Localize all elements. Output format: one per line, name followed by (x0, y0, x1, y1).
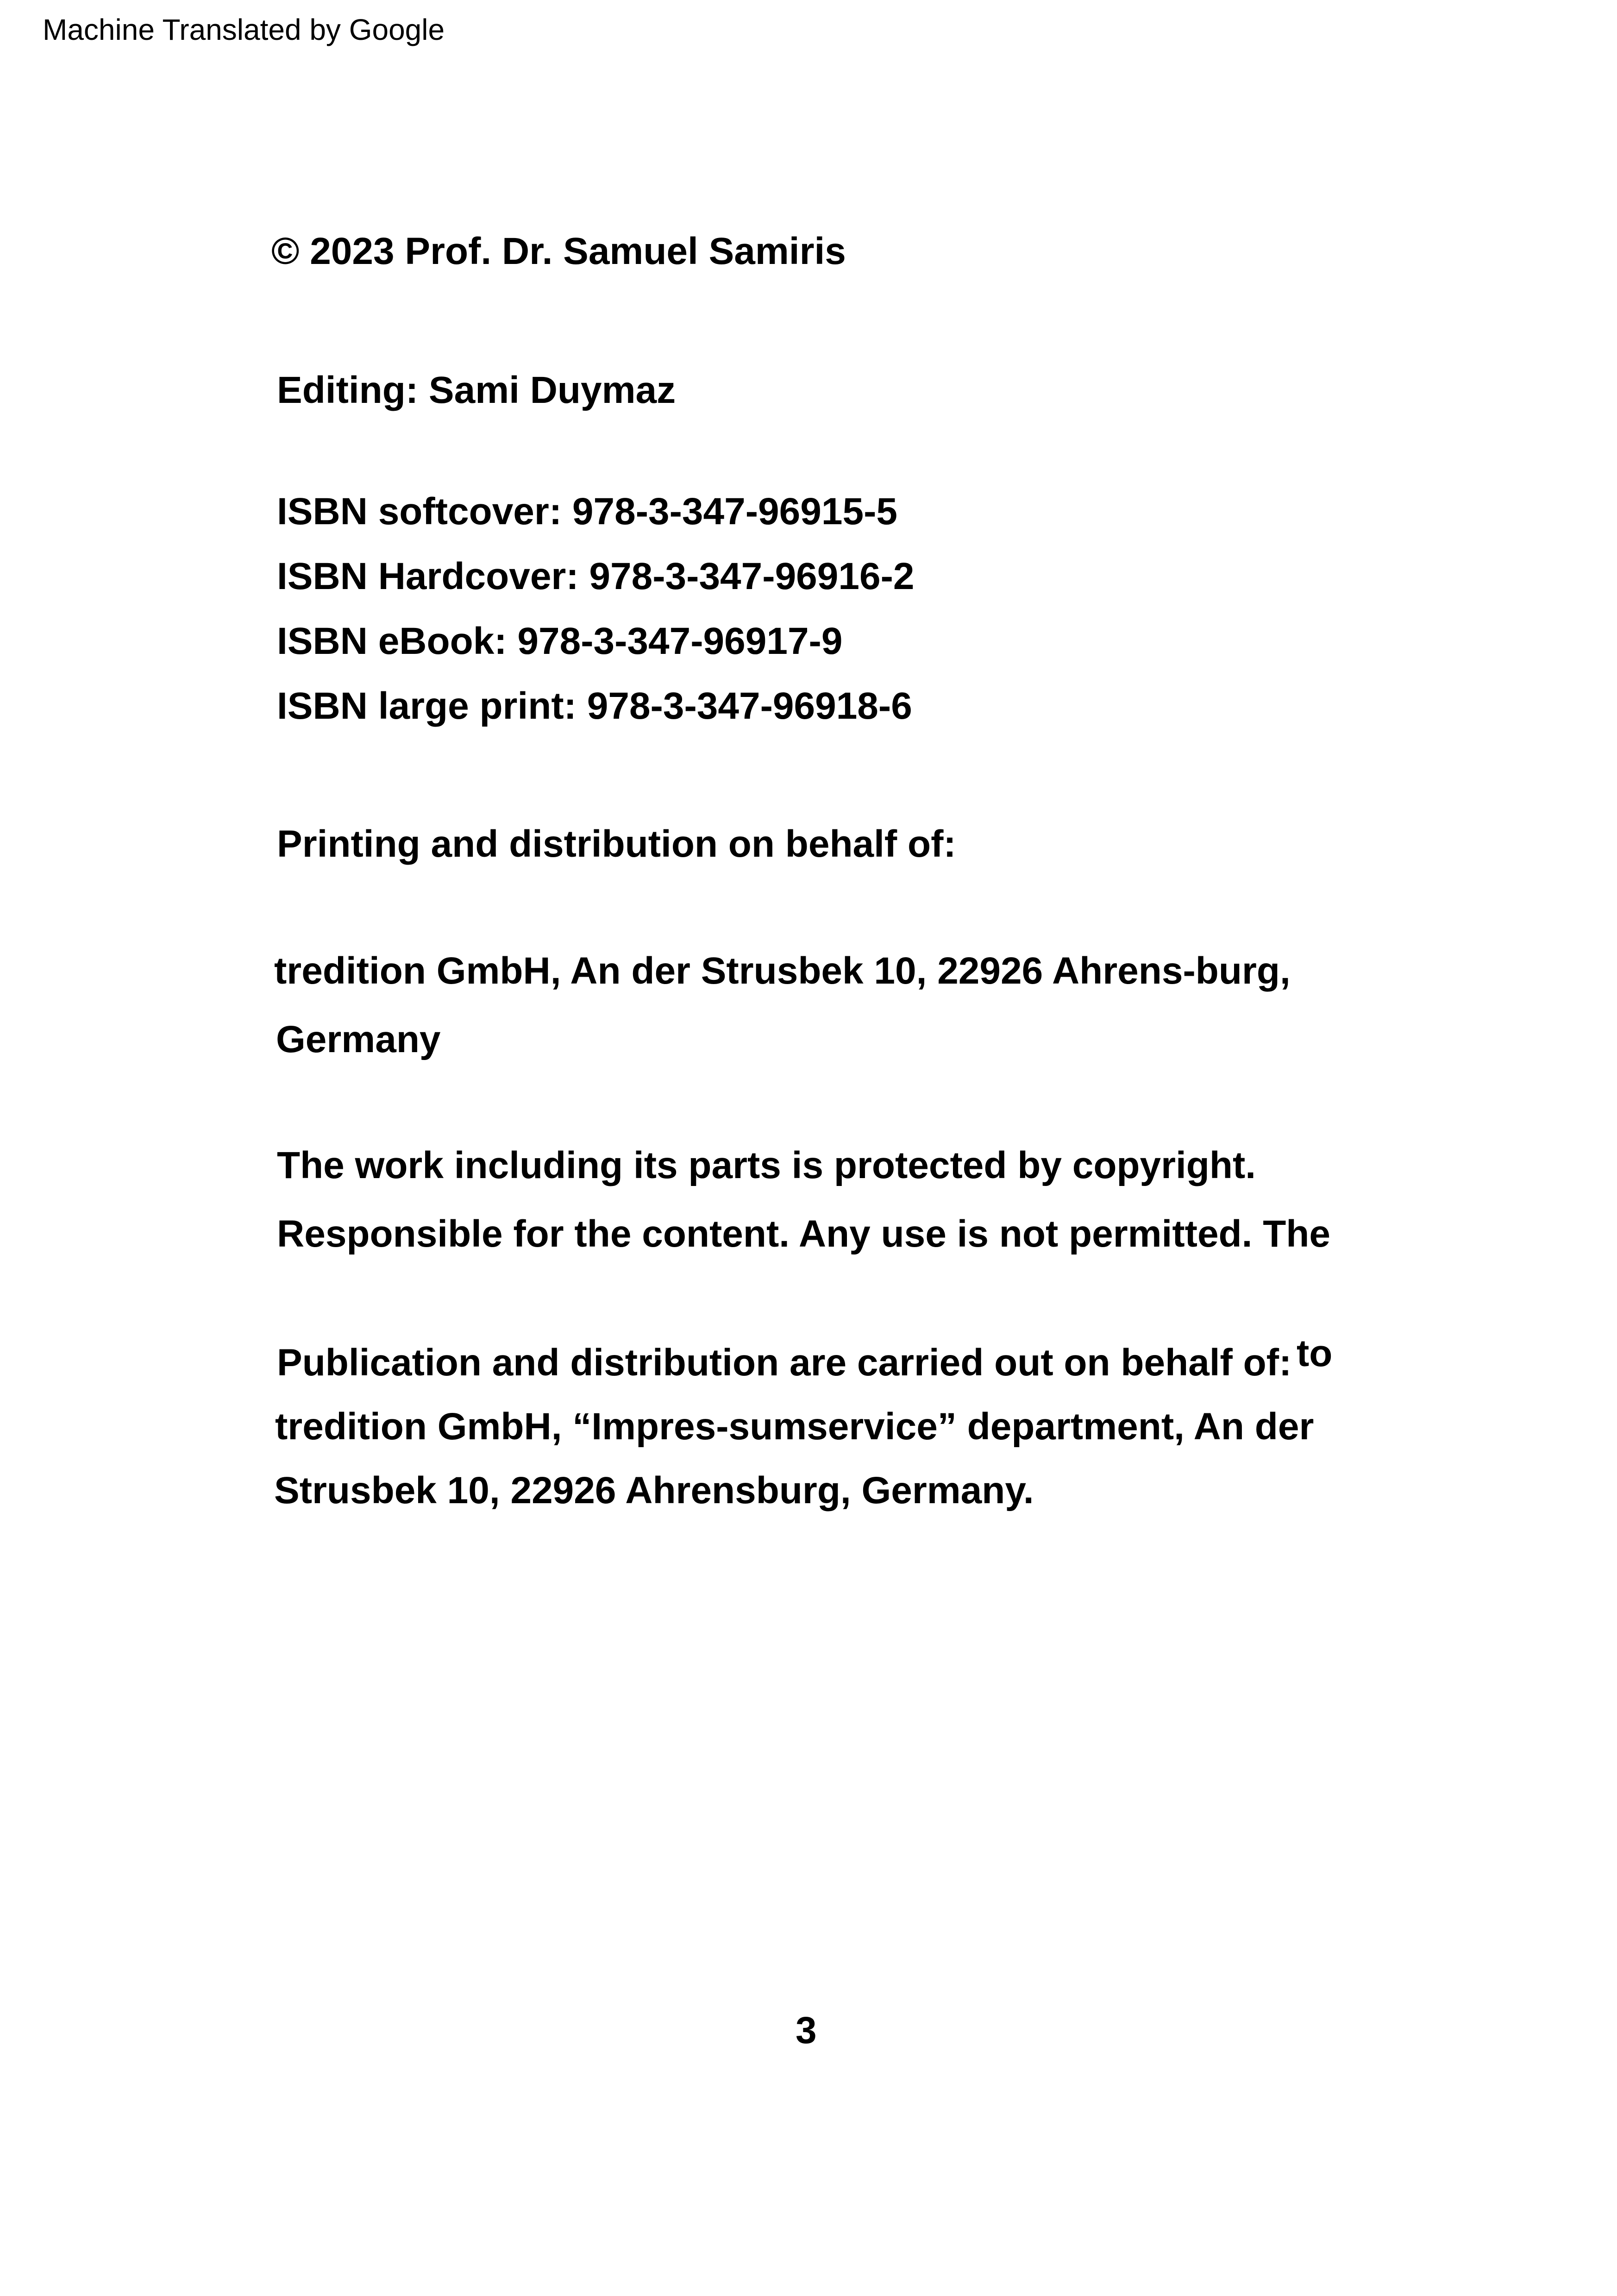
isbn-large-print: ISBN large print: 978-3-347-96918-6 (277, 685, 912, 727)
isbn-ebook: ISBN eBook: 978-3-347-96917-9 (277, 620, 843, 662)
copyright-notice-line-1: The work including its parts is protected by copyright. (277, 1144, 1256, 1186)
publication-notice-line-2: tredition GmbH, “Impres-sumservice” department, An der (275, 1405, 1314, 1448)
printing-distribution-label: Printing and distribution on behalf of: (277, 823, 956, 865)
copyright-line: © 2023 Prof. Dr. Samuel Samiris (271, 230, 846, 272)
publication-notice-line-3: Strusbek 10, 22926 Ahrensburg, Germany. (274, 1469, 1034, 1512)
copyright-notice-line-2: Responsible for the content. Any use is not permitted. The (277, 1213, 1330, 1255)
publisher-address-line-2: Germany (276, 1018, 441, 1060)
isbn-hardcover: ISBN Hardcover: 978-3-347-96916-2 (277, 555, 915, 597)
editing-credit: Editing: Sami Duymaz (277, 369, 676, 411)
publisher-address-line-1: tredition GmbH, An der Strusbek 10, 22926 Ahrens-burg, (274, 950, 1291, 992)
stray-word: to (1297, 1332, 1333, 1374)
isbn-softcover: ISBN softcover: 978-3-347-96915-5 (277, 490, 897, 533)
publication-notice-line-1: Publication and distribution are carried out on behalf of: (277, 1342, 1292, 1384)
page-number: 3 (796, 2009, 817, 2051)
machine-translation-banner: Machine Translated by Google (43, 13, 445, 46)
